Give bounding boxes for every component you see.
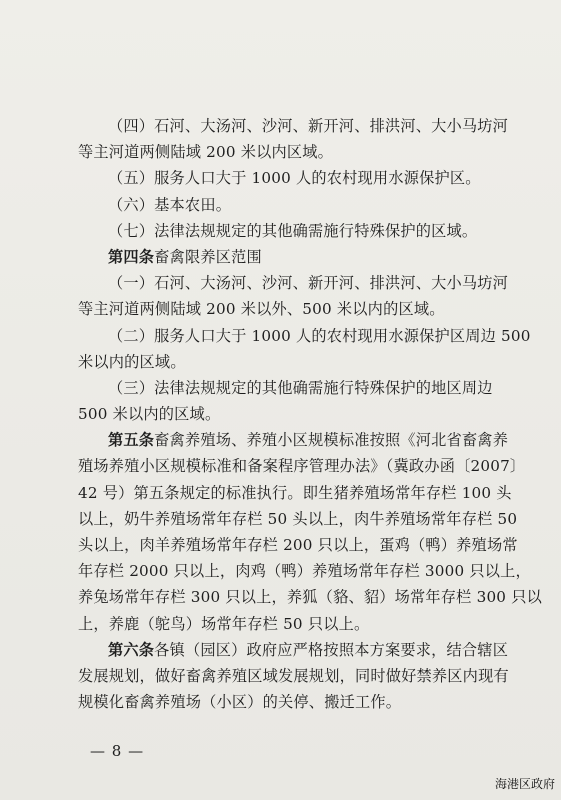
line-text: （四）石河、大汤河、沙河、新开河、排洪河、大小马坊河: [108, 117, 509, 135]
text-line: [78, 113, 508, 139]
text-line: [78, 349, 508, 375]
text-line: [78, 139, 508, 165]
line-text: 规模化畜禽养殖场（小区）的关停、搬迁工作。: [78, 693, 402, 712]
line-text: 年存栏 2000 只以上，肉鸡（鸭）养殖场常年存栏 3000 只以上，: [78, 562, 531, 581]
text-line: [78, 244, 508, 270]
text-line: [78, 192, 508, 218]
line-text: 以上，奶牛养殖场常年存栏 50 头以上，肉牛养殖场常年存栏 50: [78, 509, 518, 528]
text-line: [78, 506, 518, 532]
line-text: （二）服务人口大于 1000 人的农村现用水源保护区周边 500: [108, 326, 531, 345]
line-text: 等主河道两侧陆域 200 米以内区域。: [78, 143, 334, 162]
text-line: [78, 689, 508, 715]
source-watermark: 海港区政府: [494, 777, 555, 791]
text-line: [78, 637, 508, 663]
line-text: 养兔场常年存栏 300 只以上，养狐（貉、貂）场常年存栏 300 只以: [78, 588, 542, 607]
line-text: 各镇（园区）政府应严格按照本方案要求，结合辖区: [154, 640, 509, 659]
line-text: （一）石河、大汤河、沙河、新开河、排洪河、大小马坊河: [108, 274, 509, 293]
text-line: [78, 296, 508, 322]
text-line: [78, 532, 518, 558]
text-line: [78, 218, 508, 244]
line-text: （七）法律法规规定的其他确需施行特殊保护的区域。: [108, 221, 478, 240]
text-line: [78, 663, 508, 689]
text-line: [78, 270, 508, 296]
page-number: — 8 —: [90, 742, 145, 760]
line-text: （五）服务人口大于 1000 人的农村现用水源保护区。: [108, 169, 481, 188]
line-text: 上，养鹿（鸵鸟）场常年存栏 50 只以上。: [78, 614, 370, 633]
text-line: [78, 558, 531, 584]
text-line: [78, 375, 508, 401]
line-text: 畜禽限养区范围: [154, 247, 262, 266]
line-text: 等主河道两侧陆域 200 米以外、500 米以内的区域。: [78, 300, 445, 319]
line-text: 42 号）第五条规定的标准执行。即生猪养殖场常年存栏 100 头: [78, 483, 512, 502]
line-text: 米以内的区域。: [78, 352, 186, 371]
text-line: [78, 611, 508, 637]
text-line: [78, 323, 531, 349]
text-line: [78, 165, 508, 191]
line-text: （三）法律法规规定的其他确需施行特殊保护的地区周边: [108, 378, 493, 397]
line-text: 发展规划，做好畜禽养殖区域发展规划，同时做好禁养区内现有: [78, 666, 509, 685]
line-text: 头以上，肉羊养殖场常年存栏 200 只以上，蛋鸡（鸭）养殖场常: [78, 536, 518, 554]
line-text: 畜禽养殖场、养殖小区规模标准按照《河北省畜禽养: [154, 431, 509, 450]
text-line: [78, 480, 512, 506]
text-line: [78, 453, 526, 479]
article-heading: 第五条: [108, 431, 155, 450]
article-heading: 第四条: [108, 247, 155, 266]
text-line: [78, 584, 542, 610]
text-line: [78, 401, 508, 427]
document-body: [78, 113, 542, 715]
line-text: （六）基本农田。: [108, 195, 232, 214]
text-line: [78, 427, 508, 453]
line-text: 500 米以内的区域。: [78, 405, 221, 424]
article-heading: 第六条: [108, 640, 155, 659]
line-text: 殖场养殖小区规模标准和备案程序管理办法》（冀政办函〔2007〕: [78, 457, 526, 476]
